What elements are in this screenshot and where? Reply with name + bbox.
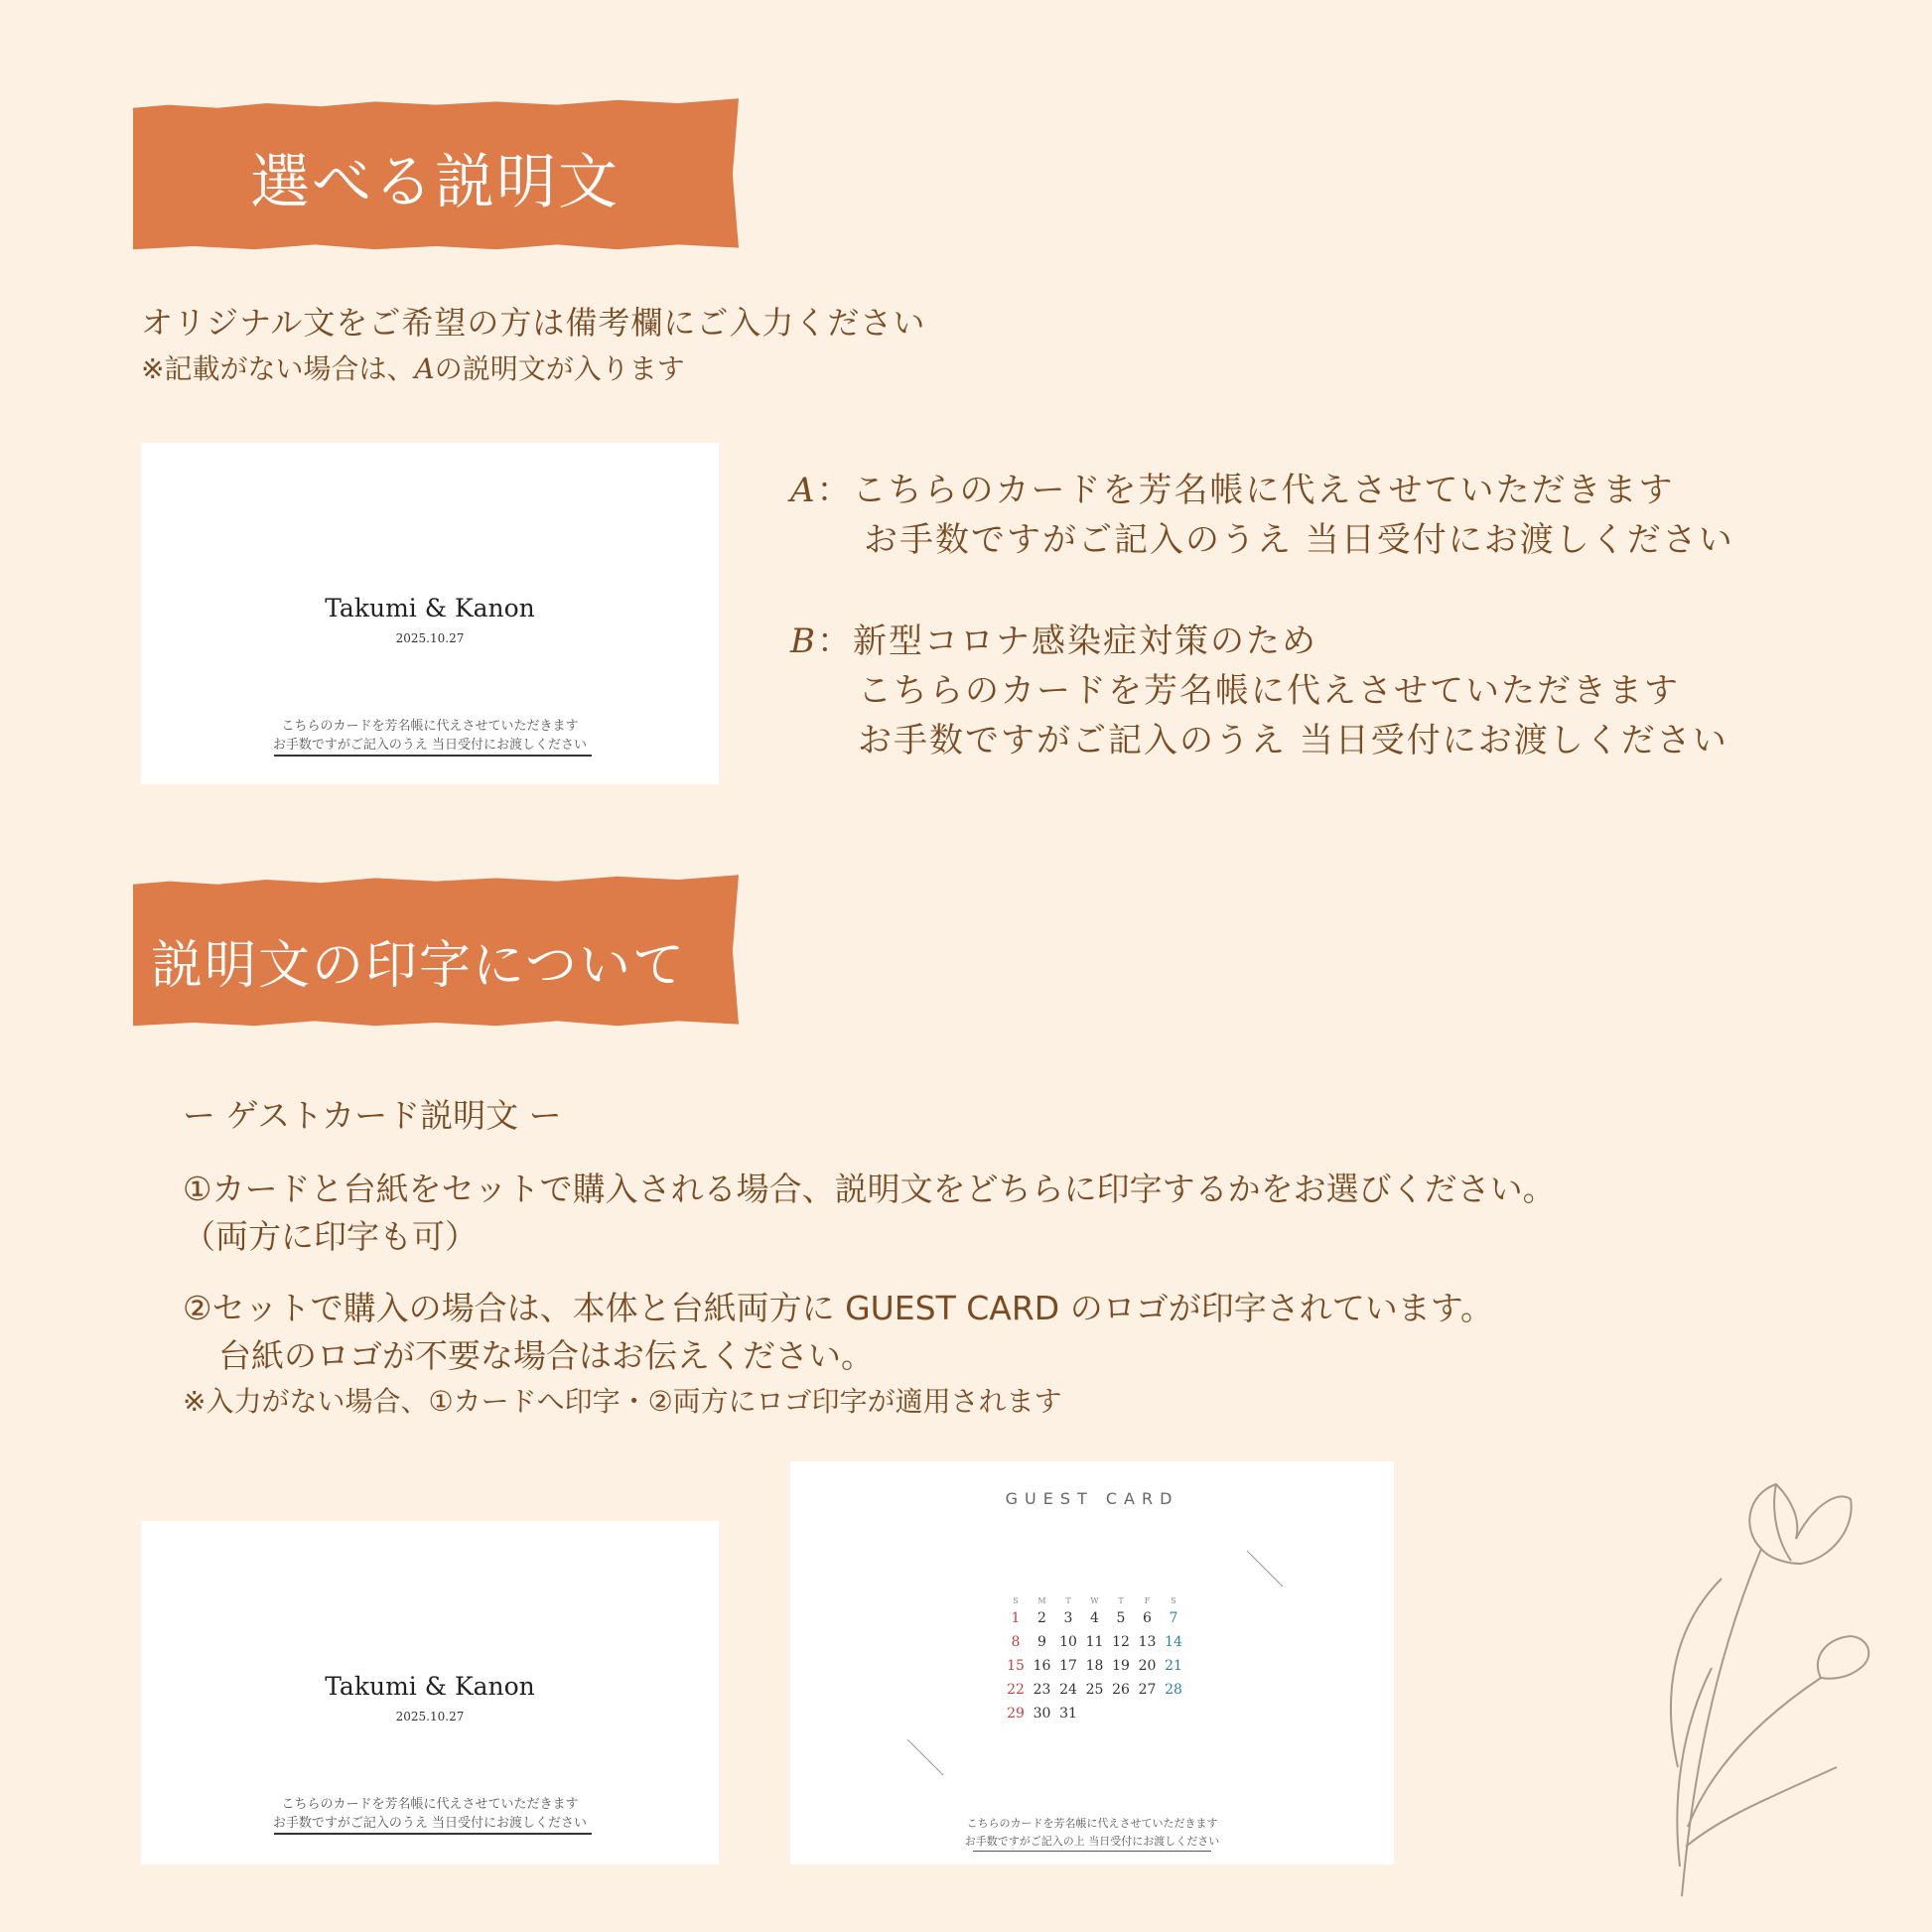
calendar-day: 20 [1138, 1658, 1157, 1674]
calendar-day: 8 [1011, 1634, 1021, 1650]
option-a-text1: ：こちらのカードを芳名帳に代えさせていただきます [816, 471, 1675, 510]
card-note-line2: お手数ですがご記入のうえ 当日受付にお渡しください [272, 738, 588, 753]
section1-title: 選べる説明文 [250, 148, 620, 217]
card-note-line2: お手数ですがご記入のうえ 当日受付にお渡しください [272, 1816, 588, 1831]
option-a-letter: A [790, 471, 817, 510]
guest-card-mount [790, 1461, 1394, 1864]
calendar-day: 11 [1085, 1634, 1104, 1650]
calendar-day: 19 [1112, 1658, 1130, 1674]
calendar-day: 18 [1085, 1658, 1104, 1674]
calendar-day: 1 [1011, 1610, 1021, 1626]
calendar-day: 15 [1007, 1658, 1025, 1674]
card-note [141, 1795, 719, 1833]
calendar-day: 24 [1059, 1682, 1077, 1698]
note-letter: A [414, 352, 435, 385]
calendar-day: 29 [1007, 1706, 1025, 1722]
section1-note-line1: オリジナル文をご希望の方は備考欄にご入力ください [141, 304, 926, 342]
calendar-day: 23 [1033, 1682, 1051, 1698]
section2-item2-line2: 台紙のロゴが不要な場合はお伝えください。 [218, 1336, 874, 1375]
calendar-weekday: M [1037, 1596, 1046, 1605]
card-date: 2025.10.27 [395, 631, 465, 645]
card-sample-top [141, 443, 719, 784]
calendar-day: 28 [1165, 1682, 1182, 1698]
section2-item1-line2: （両方に印字も可） [183, 1217, 478, 1256]
card-sample-bottom [141, 1521, 719, 1864]
note-post: の説明文が入ります [434, 352, 685, 385]
option-b-letter: B [790, 621, 817, 661]
calendar-day: 21 [1165, 1658, 1182, 1674]
calendar-day: 25 [1085, 1682, 1104, 1698]
guest-card-note [790, 1815, 1394, 1851]
calendar-weekday: F [1144, 1596, 1151, 1605]
calendar-weekday: S [1013, 1596, 1019, 1605]
option-b-line2: こちらのカードを芳名帳に代えさせていただきます [858, 671, 1680, 711]
card-names: Takumi & Kanon [325, 594, 535, 622]
card-note-underline [274, 755, 592, 757]
section1-note-line2 [141, 347, 685, 387]
guest-card-note-line2: お手数ですがご記入の上 当日受付にお渡しください [964, 1835, 1220, 1848]
calendar-weekday: W [1090, 1596, 1099, 1605]
calendar-day: 30 [1033, 1706, 1051, 1722]
card-note [141, 717, 719, 755]
calendar-day: 16 [1033, 1658, 1051, 1674]
calendar-weekday: S [1171, 1596, 1176, 1605]
calendar-weekday: T [1118, 1596, 1124, 1605]
calendar-day: 12 [1112, 1634, 1130, 1650]
calendar-day: 9 [1037, 1634, 1046, 1650]
guest-card-note-line1: こちらのカードを芳名帳に代えさせていただきます [966, 1817, 1218, 1830]
card-names: Takumi & Kanon [325, 1672, 535, 1701]
calendar-day: 6 [1143, 1610, 1152, 1626]
guest-card-note-underline [973, 1851, 1211, 1852]
option-a-line2: お手数ですがご記入のうえ 当日受付にお渡しください [864, 520, 1734, 560]
note-pre: ※記載がない場合は、 [141, 352, 415, 385]
option-a-line1 [790, 463, 1675, 511]
calendar [1003, 1596, 1191, 1735]
card-date: 2025.10.27 [395, 1710, 465, 1724]
calendar-day: 17 [1059, 1658, 1077, 1674]
section2-title: 説明文の印字について [151, 936, 686, 996]
option-b-line1 [790, 614, 1317, 662]
option-b-line3: お手数ですがご記入のうえ 当日受付にお渡しください [858, 721, 1728, 760]
calendar-day: 5 [1116, 1610, 1126, 1626]
card-note-line1: こちらのカードを芳名帳に代えさせていただきます [281, 719, 579, 734]
section2-item2-line1: ②セットで購入の場合は、本体と台紙両方に GUEST CARD のロゴが印字されています。 [183, 1289, 1494, 1327]
section2-subtitle: ー ゲストカード説明文 ー [183, 1096, 562, 1135]
calendar-weekday: T [1065, 1596, 1071, 1605]
calendar-day: 3 [1063, 1610, 1073, 1626]
guest-card-logo: GUEST CARD [1005, 1489, 1179, 1508]
calendar-day: 13 [1138, 1634, 1157, 1650]
calendar-day: 31 [1059, 1706, 1077, 1722]
calendar-day: 26 [1112, 1682, 1130, 1698]
card-note-line1: こちらのカードを芳名帳に代えさせていただきます [281, 1797, 579, 1812]
calendar-day: 22 [1007, 1682, 1025, 1698]
section2-item1-line1: ①カードと台紙をセットで購入される場合、説明文をどちらに印字するかをお選びください。 [183, 1170, 1556, 1208]
calendar-day: 2 [1037, 1610, 1046, 1626]
section2-footnote: ※入力がない場合、①カードへ印字・②両方にロゴ印字が適用されます [183, 1385, 1062, 1418]
calendar-day: 10 [1059, 1634, 1077, 1650]
calendar-day: 7 [1169, 1610, 1178, 1626]
calendar-day: 27 [1138, 1682, 1157, 1698]
card-note-underline [274, 1833, 592, 1835]
tulip-illustration [1652, 1469, 1890, 1906]
calendar-day: 14 [1165, 1634, 1182, 1650]
option-b-text1: ：新型コロナ感染症対策のため [817, 621, 1317, 661]
calendar-day: 4 [1090, 1610, 1099, 1626]
